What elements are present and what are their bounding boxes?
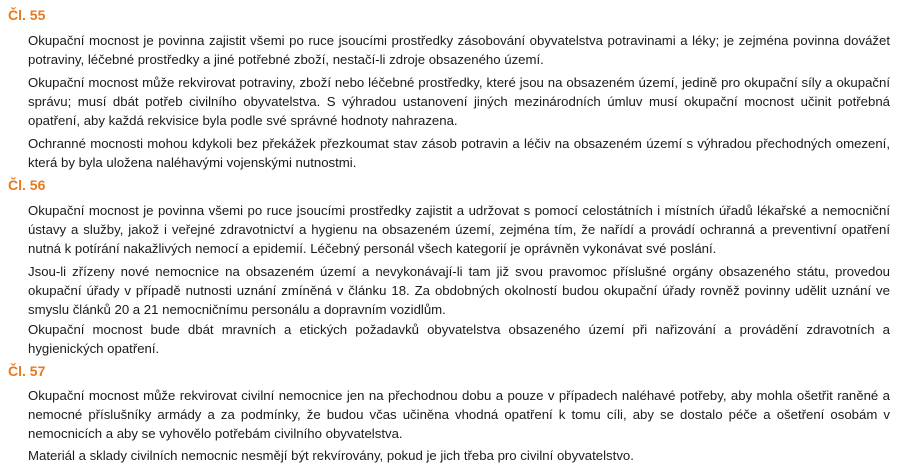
article-56-paragraph-3: Okupační mocnost bude dbát mravních a etických požadavků obyvatelstva obsazeného území při nařizování a provádění zdravotních a hygienických opatření. — [28, 322, 890, 356]
article-56-paragraph-1: Okupační mocnost je povinna všemi po ruce jsoucími prostředky zajistit a udržovat s pomocí celostátních i místních úřadů lékařské a nemocniční ústavy a služby, jakož i veřejné zdravotnictví a hygienu na obsazeném území, zejména tím, že nařídí a provádí ochranná a preventivní opatření nutná k potírání nakažlivých nemocí a epidemií. Léčebný personál všech kategorií je oprávněn vykonávat své poslání. — [28, 203, 890, 256]
article-heading-55: Čl. 55 — [8, 7, 46, 23]
article-heading-56: Čl. 56 — [8, 177, 46, 193]
article-56-paragraph-2: Jsou-li zřízeny nové nemocnice na obsazeném území a nevykonávají-li tam již svou pravomoc příslušné orgány obsazeného státu, provedou okupační úřady v případě nutnosti uznání zmíněná v článku 18. Za obdobných okolností budou okupační úřady rovněž povinny udělit uznání ve smyslu článků 20 a 21 nemocničnímu personálu a dopravním vozidlům. — [28, 264, 890, 317]
article-57-paragraph-2: Materiál a sklady civilních nemocnic nesmějí být rekvírovány, pokud je jich třeba pro civilní obyvatelstvo. — [28, 448, 634, 463]
article-55-paragraph-1: Okupační mocnost je povinna zajistit všemi po ruce jsoucími prostředky zásobování obyvatelstva potravinami a léky; je zejména povinna dovážet potraviny, léčebné prostředky a jiné potřebné zboží, nestačí-li zdroje obsazeného území. — [28, 33, 890, 67]
article-55-paragraph-2: Okupační mocnost může rekvirovat potraviny, zboží nebo léčebné prostředky, které jsou na obsazeném území, jedině pro okupační síly a okupační správu; musí dbát potřeb civilního obyvatelstva. S výhradou ustanovení jiných mezinárodních úmluv musí okupační mocnost učinit potřebná opatření, aby každá rekvisice byla podle své správné hodnoty nahrazena. — [28, 75, 890, 128]
article-heading-57: Čl. 57 — [8, 363, 46, 379]
article-57-paragraph-1: Okupační mocnost může rekvirovat civilní nemocnice jen na přechodnou dobu a pouze v případech naléhavé potřeby, aby mohla ošetřit raněné a nemocné příslušníky armády a za podmínky, že budou včas učiněna vhodná opatření k tomu cíli, aby se dostalo péče a ošetření osobám v nemocnicích a aby se vyhovělo potřebám civilního obyvatelstva. — [28, 388, 890, 441]
article-55-paragraph-3: Ochranné mocnosti mohou kdykoli bez překážek přezkoumat stav zásob potravin a léčiv na obsazeném území s výhradou přechodných omezení, která by byla uložena naléhavými vojenskými nutnostmi. — [28, 136, 890, 170]
